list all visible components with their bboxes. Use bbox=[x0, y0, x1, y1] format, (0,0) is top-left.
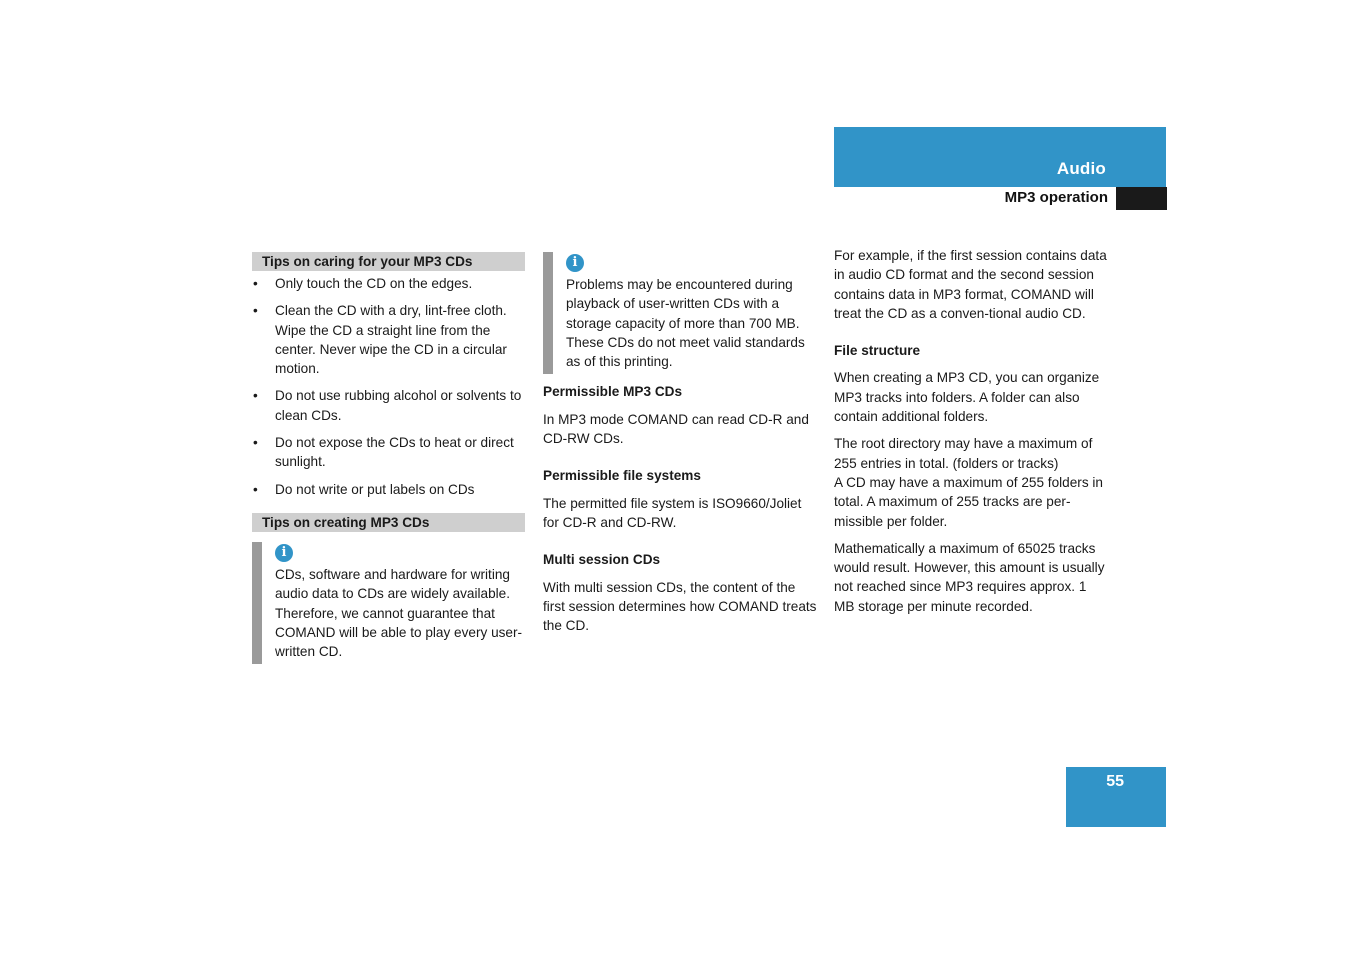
page-number: 55 bbox=[1106, 773, 1124, 790]
page-number-block bbox=[1066, 767, 1166, 827]
multi-session-text: With multi session CDs, the content of the first session determines how COMAND treats the CD. bbox=[543, 579, 817, 634]
bullet-icon: • bbox=[253, 388, 258, 404]
list-item bbox=[252, 301, 527, 378]
list-item bbox=[252, 274, 527, 293]
permissible-cds-text: In MP3 mode COMAND can read CD-R and CD-RW CDs. bbox=[543, 411, 809, 447]
creating-tips-heading: Tips on creating MP3 CDs bbox=[252, 513, 525, 532]
column-left bbox=[252, 252, 527, 664]
bullet-icon: • bbox=[253, 435, 258, 451]
multi-session-heading: Multi session CDs bbox=[543, 552, 661, 568]
info-icon: i bbox=[566, 254, 584, 272]
bullet-icon: • bbox=[253, 276, 258, 291]
bullet-icon: • bbox=[253, 481, 258, 497]
subsection-title: MP3 operation bbox=[1004, 189, 1108, 206]
note-text: CDs, software and hardware for writing audio data to CDs are widely available. Therefore, we cannot guarantee that COMAND will be able to play every user-written CD. bbox=[275, 566, 523, 660]
file-structure-paragraph: Mathematically a maximum of 65025 tracks would result. However, this amount is usually not reached since MP3 requires approx. 1 MB storage per minute recorded. bbox=[834, 540, 1105, 614]
file-structure-heading: File structure bbox=[834, 343, 921, 359]
note-text: Problems may be encountered during playback of user-written CDs with a storage capacity of more than 700 MB. These CDs do not meet valid standards as of this printing. bbox=[566, 277, 805, 370]
permissible-cds-heading: Permissible MP3 CDs bbox=[543, 384, 683, 400]
column-right bbox=[834, 246, 1110, 616]
file-structure-paragraph: A CD may have a maximum of 255 folders in total. A maximum of 255 tracks are per-missible per folder. bbox=[834, 474, 1103, 529]
file-systems-text: The permitted file system is ISO9660/Joliet for CD-R and CD-RW. bbox=[543, 495, 802, 530]
file-systems-heading: Permissible file systems bbox=[543, 468, 701, 484]
file-structure-paragraph: When creating a MP3 CD, you can organize MP3 tracks into folders. A folder can also contain additional folders. bbox=[834, 370, 1100, 425]
list-item-text: Only touch the CD on the edges. bbox=[275, 276, 473, 291]
list-item bbox=[252, 386, 527, 425]
info-icon: i bbox=[275, 544, 293, 562]
list-item-text: Do not expose the CDs to heat or direct sunlight. bbox=[275, 435, 514, 470]
list-item bbox=[252, 433, 527, 472]
caring-tips-heading: Tips on caring for your MP3 CDs bbox=[252, 252, 525, 271]
list-item-text: Do not write or put labels on CDs bbox=[275, 481, 475, 497]
list-item bbox=[252, 480, 527, 499]
subsection-marker bbox=[1116, 187, 1167, 210]
capacity-note bbox=[543, 252, 819, 374]
bullet-icon: • bbox=[253, 303, 258, 319]
section-header-block bbox=[834, 127, 1166, 187]
list-item-text: Do not use rubbing alcohol or solvents to clean CDs. bbox=[275, 388, 522, 423]
caring-tips-list bbox=[252, 274, 527, 499]
column-middle bbox=[543, 252, 819, 635]
creating-tips-note bbox=[252, 542, 527, 664]
file-structure-paragraph: The root directory may have a maximum of 255 entries in total. (folders or tracks) bbox=[834, 436, 1093, 471]
example-text: For example, if the first session contains data in audio CD format and the second session contains data in MP3 format, COMAND will treat the CD as a conven-tional audio CD. bbox=[834, 248, 1107, 321]
section-title: Audio bbox=[1056, 159, 1106, 178]
list-item-text: Clean the CD with a dry, lint-free cloth. Wipe the CD a straight line from the center. Never wipe the CD in a circular motion. bbox=[275, 303, 507, 377]
